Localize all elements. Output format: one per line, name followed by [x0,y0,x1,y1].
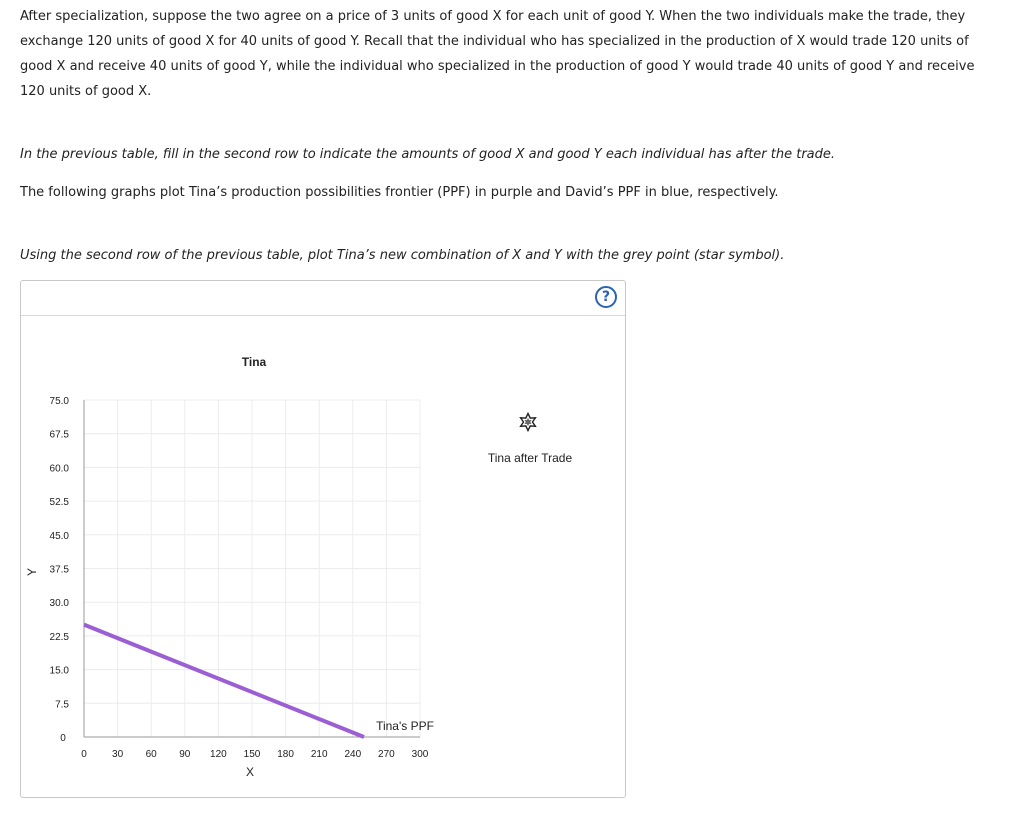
y-tick-label: 67.5 [49,429,69,441]
x-tick-label: 180 [277,749,294,760]
x-tick-label: 300 [411,749,429,760]
y-tick-label: 0 [60,733,66,744]
ppf-label: Tina's PPF [376,719,434,733]
y-tick-label: 75.0 [49,396,69,407]
y-tick-label: 30.0 [49,598,69,610]
x-tick-label: 150 [243,749,261,760]
y-tick-label: 60.0 [49,463,69,475]
y-tick-label: 22.5 [49,631,69,643]
tina-ppf-line [84,625,364,737]
y-tick-label: 15.0 [49,665,69,677]
legend-label-tina-after-trade: Tina after Trade [487,451,573,465]
y-tick-label: 37.5 [49,564,69,576]
x-tick-label: 60 [145,749,157,760]
y-tick-label: 52.5 [49,497,69,509]
x-axis-label: X [245,765,255,779]
instruction-fill-table: In the previous table, fill in the second row to indicate the amounts of good X and good Y each individual has after the trade. [20,147,836,162]
instruction-graphs-description: The following graphs plot Tina’s production possibilities frontier (PPF) in purple and David’s PPF in blue, respectively. [20,185,779,200]
instruction-plot-point: Using the second row of the previous table, plot Tina’s new combination of X and Y with the grey point (star symbol). [20,248,785,263]
x-tick-label: 0 [81,749,87,760]
y-axis-label: Y [25,567,39,577]
x-tick-label: 30 [112,749,124,760]
x-tick-label: 120 [210,749,227,760]
chart-title: Tina [241,355,267,369]
y-tick-label: 7.5 [55,699,69,711]
help-icon[interactable]: ? [595,286,617,308]
x-tick-label: 210 [310,749,328,760]
x-tick-label: 270 [378,749,395,760]
x-tick-label: 90 [179,749,191,760]
x-tick-label: 240 [344,749,362,760]
instruction-paragraph-trade: After specialization, suppose the two agree on a price of 3 units of good X for each unit of good Y. When the two individuals make the trade, they exchange 120 units of good X for 40 units of good Y. Recall that the individual who has specialized in the production of X would trade 120 units of good X and receive 40 units of good Y, while the individual who specialized in the production of good Y would trade 40 units of good Y and receive 120 units of good X. [20,9,975,99]
y-tick-label: 45.0 [49,530,69,542]
